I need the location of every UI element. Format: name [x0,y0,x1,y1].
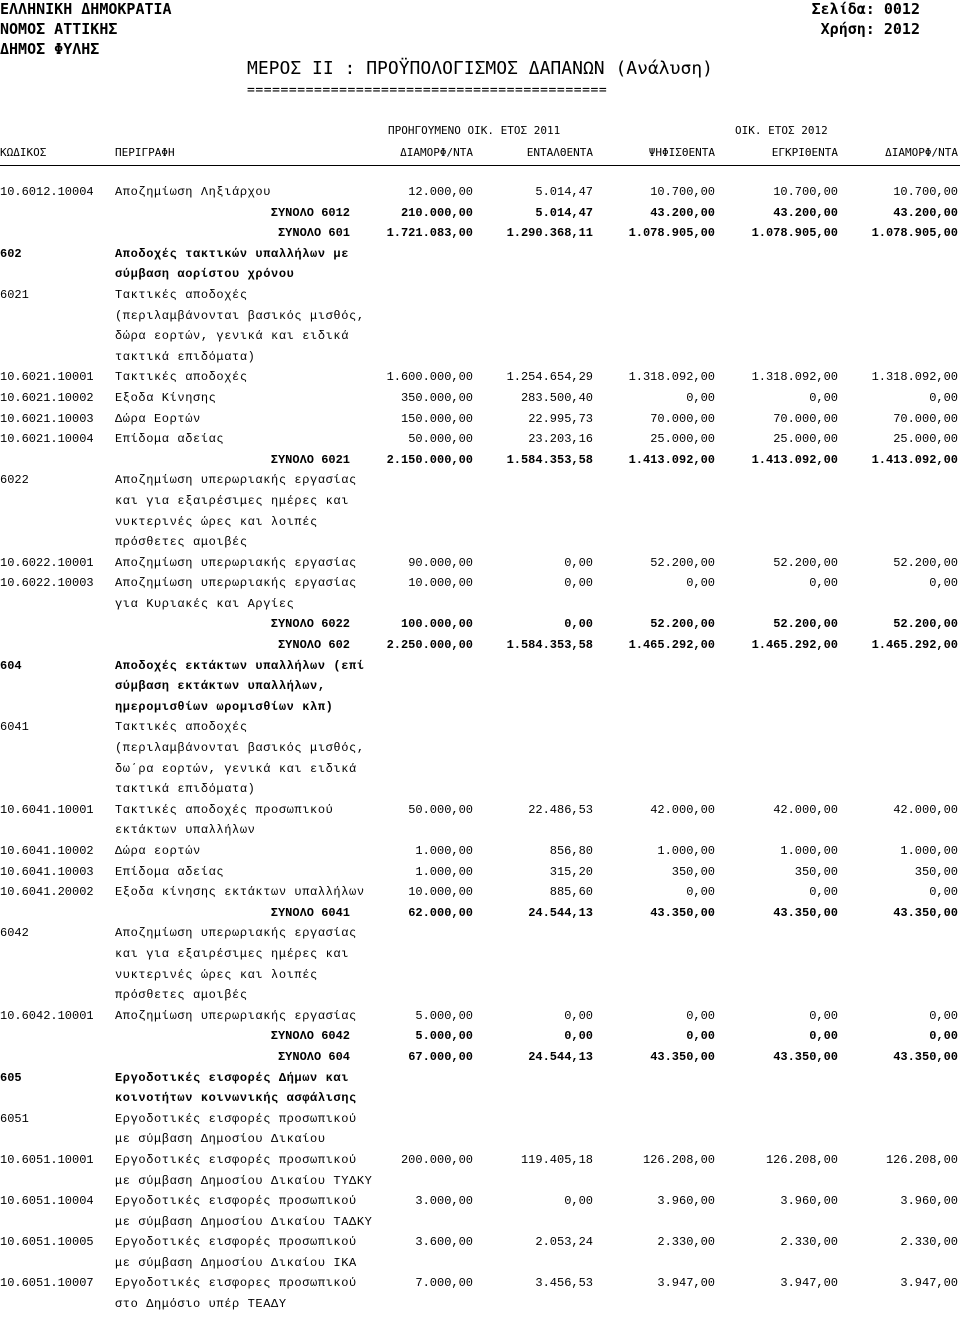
value-committed: 2.053,24 [535,1235,593,1250]
subtotal-row [0,1050,960,1071]
value-committed: 5.014,47 [535,205,593,220]
subtotal-row [0,453,960,474]
category-row [0,679,960,700]
category-row [0,350,960,371]
value-committed: 5.014,47 [535,185,593,199]
value-committed: 1.584.353,58 [506,638,593,653]
account-description: Εργοδοτικές εισφορές Δήμων και [115,1070,350,1085]
table-row [0,844,960,865]
value-committed: 1.254.654,29 [506,370,593,385]
value-approved: 43.200,00 [773,205,838,220]
account-description: νυκτερινές ώρες και λοιπές [115,514,318,529]
category-row [0,1091,960,1112]
value-amended-current: 350,00 [914,864,958,879]
account-description: δώρα εορτών, γενικά και ειδικά [115,329,350,344]
subtotal-row [0,906,960,927]
table-row [0,370,960,391]
account-description: Εργοδοτικές εισφορές προσωπικού [115,1111,357,1126]
header-divider [0,165,960,166]
value-amended-current: 42.000,00 [893,802,958,817]
value-committed: 0,00 [564,1194,593,1209]
subtotal-label: ΣΥΝΟΛΟ 6012 [270,205,350,220]
value-approved: 1.000,00 [780,844,838,858]
value-approved: 1.413.092,00 [751,452,838,467]
value-voted: 52.200,00 [650,617,715,632]
column-header-amended-previous: ΔΙΑΜΟΡΦ/ΝΤΑ [400,146,473,159]
header-org-line-1: ΕΛΛΗΝΙΚΗ ΔΗΜΟΚΡΑΤΙΑ [0,0,172,18]
value-approved: 52.200,00 [773,617,838,632]
value-amended-previous: 1.721.083,00 [386,226,473,241]
column-header-committed: ΕΝΤΑΛΘΕΝΤΑ [526,146,593,159]
value-amended-current: 1.465.292,00 [871,638,958,653]
value-approved: 3.947,00 [780,1276,838,1291]
category-row [0,1297,960,1318]
account-code: 10.6022.10001 [0,555,94,570]
account-description: και για εξαιρέσιμες ημέρες και [115,493,350,508]
value-amended-previous: 210.000,00 [400,205,473,220]
value-voted: 2.330,00 [657,1235,715,1250]
category-row [0,762,960,783]
account-code: 10.6042.10001 [0,1008,94,1023]
account-description: Εξοδα κίνησης εκτάκτων υπαλλήλων [115,885,365,900]
subtotal-label: ΣΥΝΟΛΟ 6021 [270,452,350,467]
account-code: 10.6022.10003 [0,576,94,591]
account-description: Δώρα Εορτών [115,411,201,426]
value-committed: 283.500,40 [520,390,593,405]
subtotal-row [0,638,960,659]
value-approved: 2.330,00 [780,1235,838,1250]
value-committed: 119.405,18 [520,1152,593,1167]
category-row [0,247,960,268]
account-code: 6041 [0,720,29,735]
value-voted: 0,00 [686,1029,715,1044]
value-voted: 42.000,00 [650,802,715,817]
subtotal-label: ΣΥΝΟΛΟ 6042 [270,1029,350,1044]
category-row [0,329,960,350]
value-amended-previous: 67.000,00 [408,1049,473,1064]
table-row [0,1235,960,1256]
value-voted: 350,00 [671,864,715,879]
table-row [0,1276,960,1297]
category-row [0,515,960,536]
category-row [0,494,960,515]
category-row [0,741,960,762]
column-header-description: ΠΕΡΙΓΡΑΦΗ [115,146,175,159]
value-amended-current: 25.000,00 [893,432,958,447]
category-row [0,1071,960,1092]
value-amended-previous: 3.600,00 [415,1235,473,1250]
account-description: Εργοδοτικές εισφορές προσωπικού [115,1235,357,1250]
value-approved: 43.350,00 [773,905,838,920]
account-description: με σύμβαση Δημοσίου Δικαίου [115,1132,326,1147]
value-committed: 1.584.353,58 [506,452,593,467]
value-committed: 0,00 [564,1029,593,1044]
value-voted: 3.947,00 [657,1276,715,1291]
account-code: 605 [0,1070,22,1085]
subtotal-label: ΣΥΝΟΛΟ 601 [277,226,350,241]
value-voted: 1.318.092,00 [628,370,715,385]
page-title: ΜΕΡΟΣ ΙΙ : ΠΡΟΫΠΟΛΟΓΙΣΜΟΣ ΔΑΠΑΝΩΝ (Ανάλυση) [247,58,713,79]
value-committed: 0,00 [564,576,593,591]
value-amended-current: 0,00 [929,576,958,591]
value-committed: 24.544,13 [528,905,593,920]
category-row [0,1112,960,1133]
account-description: Τακτικές αποδοχές [115,720,248,735]
value-amended-current: 70.000,00 [893,411,958,426]
account-description: Τακτικές αποδοχές [115,287,248,302]
value-approved: 126.208,00 [765,1152,838,1167]
value-voted: 126.208,00 [642,1152,715,1167]
account-code: 10.6051.10005 [0,1235,94,1250]
value-committed: 885,60 [549,885,593,900]
value-approved: 0,00 [809,390,838,405]
category-row [0,288,960,309]
value-committed: 0,00 [564,1008,593,1023]
value-amended-previous: 3.000,00 [415,1194,473,1209]
account-description: Αποδοχές εκτάκτων υπαλλήλων (επί [115,658,365,673]
account-description: ημερομισθίων ωρομισθίων κλπ) [115,699,334,714]
account-code: 604 [0,658,22,673]
category-row [0,947,960,968]
value-amended-previous: 62.000,00 [408,905,473,920]
value-approved: 52.200,00 [773,555,838,570]
subtotal-row [0,226,960,247]
subtotal-label: ΣΥΝΟΛΟ 6022 [270,617,350,632]
account-description: με σύμβαση Δημοσίου Δικαίου ΤΥΔΚΥ [115,1173,373,1188]
value-approved: 25.000,00 [773,432,838,447]
account-code: 10.6051.10004 [0,1194,94,1209]
column-group-current-year: ΟΙΚ. ΕΤΟΣ 2012 [735,124,828,137]
account-code: 6022 [0,473,29,488]
value-amended-previous: 5.000,00 [415,1029,473,1044]
value-amended-current: 52.200,00 [893,617,958,632]
table-row [0,1194,960,1215]
account-code: 10.6041.20002 [0,885,94,900]
value-approved: 0,00 [809,1008,838,1023]
account-description: και για εξαιρέσιμες ημέρες και [115,946,350,961]
value-committed: 23.203,16 [528,432,593,447]
account-description: Τακτικές αποδοχές [115,370,248,385]
account-description: Αποζημίωση υπερωριακής εργασίας [115,555,357,570]
value-committed: 22.995,73 [528,411,593,426]
value-approved: 70.000,00 [773,411,838,426]
account-code: 10.6041.10003 [0,864,94,879]
subtotal-label: ΣΥΝΟΛΟ 602 [277,638,350,653]
value-amended-previous: 1.600.000,00 [386,370,473,385]
account-description: Τακτικές αποδοχές προσωπικού [115,802,334,817]
category-row [0,720,960,741]
value-approved: 10.700,00 [773,185,838,199]
value-amended-current: 1.000,00 [900,844,958,858]
value-approved: 42.000,00 [773,802,838,817]
page-number: Σελίδα: 0012 [811,0,920,18]
account-code: 6042 [0,926,29,941]
column-group-previous-year: ΠΡΟΗΓΟΥΜΕΝΟ ΟΙΚ. ΕΤΟΣ 2011 [388,124,561,137]
account-code: 10.6051.10007 [0,1276,94,1291]
category-row [0,267,960,288]
value-approved: 1.465.292,00 [751,638,838,653]
account-description: νυκτερινές ώρες και λοιπές [115,967,318,982]
account-code: 10.6021.10001 [0,370,94,385]
value-amended-previous: 7.000,00 [415,1276,473,1291]
value-voted: 1.000,00 [657,844,715,858]
table-row [0,391,960,412]
value-amended-previous: 1.000,00 [415,864,473,879]
value-voted: 52.200,00 [650,555,715,570]
title-underline: =========================================== [247,83,608,98]
category-row [0,968,960,989]
account-description: Επίδομα αδείας [115,432,225,447]
account-description: Εργοδοτικές εισφορες προσωπικού [115,1276,357,1291]
account-code: 10.6021.10004 [0,432,94,447]
value-amended-previous: 100.000,00 [400,617,473,632]
value-committed: 22.486,53 [528,802,593,817]
account-description: εκτάκτων υπαλλήλων [115,823,256,838]
value-amended-current: 0,00 [929,885,958,900]
account-description: στο Δημόσιο υπέρ ΤΕΑΔΥ [115,1297,287,1312]
value-voted: 43.200,00 [650,205,715,220]
value-amended-previous: 2.250.000,00 [386,638,473,653]
value-amended-current: 1.318.092,00 [871,370,958,385]
category-row [0,1256,960,1277]
value-amended-current: 2.330,00 [900,1235,958,1250]
value-amended-previous: 1.000,00 [415,844,473,858]
value-amended-previous: 12.000,00 [408,185,473,199]
subtotal-row [0,617,960,638]
table-row [0,803,960,824]
value-amended-current: 1.413.092,00 [871,452,958,467]
value-committed: 0,00 [564,617,593,632]
account-code: 6051 [0,1111,29,1126]
value-amended-current: 0,00 [929,1008,958,1023]
account-code: 6021 [0,287,29,302]
table-row [0,865,960,886]
value-amended-current: 43.200,00 [893,205,958,220]
account-description: Αποζημίωση υπερωριακής εργασίας [115,926,357,941]
category-row [0,1132,960,1153]
column-header-voted: ΨΗΦΙΣΘΕΝΤΑ [648,146,715,159]
account-description: Αποδοχές τακτικών υπαλλήλων με [115,246,350,261]
account-code: 10.6021.10003 [0,411,94,426]
account-code: 10.6012.10004 [0,185,94,199]
value-amended-current: 3.947,00 [900,1276,958,1291]
fiscal-year: Χρήση: 2012 [820,20,920,38]
value-amended-previous: 2.150.000,00 [386,452,473,467]
account-description: τακτικά επιδόματα) [115,349,256,364]
account-description: Εργοδοτικές εισφορές προσωπικού [115,1194,357,1209]
value-amended-previous: 5.000,00 [415,1008,473,1023]
value-approved: 0,00 [809,885,838,900]
account-description: Αποζημίωση υπερωριακής εργασίας [115,473,357,488]
value-voted: 43.350,00 [650,905,715,920]
account-description: κοινοτήτων κοινωνικής ασφάλισης [115,1091,357,1106]
value-voted: 0,00 [686,885,715,900]
value-approved: 0,00 [809,576,838,591]
column-header-approved: ΕΓΚΡΙΘΕΝΤΑ [771,146,838,159]
account-description: με σύμβαση Δημοσίου Δικαίου ΙΚΑ [115,1255,357,1270]
category-row [0,988,960,1009]
value-approved: 0,00 [809,1029,838,1044]
value-amended-current: 43.350,00 [893,905,958,920]
table-row [0,412,960,433]
value-voted: 43.350,00 [650,1049,715,1064]
value-amended-current: 43.350,00 [893,1049,958,1064]
category-row [0,1174,960,1195]
value-amended-current: 0,00 [929,390,958,405]
value-approved: 1.078.905,00 [751,226,838,241]
category-row [0,597,960,618]
value-voted: 0,00 [686,1008,715,1023]
subtotal-label: ΣΥΝΟΛΟ 6041 [270,905,350,920]
value-voted: 25.000,00 [650,432,715,447]
value-amended-current: 10.700,00 [893,185,958,199]
header-org-line-2: ΝΟΜΟΣ ΑΤΤΙΚΗΣ [0,20,118,38]
value-amended-current: 1.078.905,00 [871,226,958,241]
account-code: 10.6021.10002 [0,390,94,405]
value-voted: 1.078.905,00 [628,226,715,241]
account-description: Εξοδα Κίνησης [115,390,217,405]
account-description: σύμβαση αορίστου χρόνου [115,267,295,282]
table-row [0,185,960,206]
value-amended-previous: 50.000,00 [408,432,473,447]
table-row [0,1009,960,1030]
account-description: δω΄ρα εορτών, γενικά και ειδικά [115,761,357,776]
value-committed: 1.290.368,11 [506,226,593,241]
value-voted: 70.000,00 [650,411,715,426]
account-code: 602 [0,246,22,261]
category-row [0,309,960,330]
account-description: (περιλαμβάνονται βασικός μισθός, [115,308,365,323]
value-approved: 3.960,00 [780,1194,838,1209]
table-row [0,576,960,597]
table-row [0,1153,960,1174]
account-description: Δώρα εορτών [115,844,201,858]
value-approved: 43.350,00 [773,1049,838,1064]
subtotal-row [0,206,960,227]
value-amended-previous: 10.000,00 [408,576,473,591]
value-amended-previous: 200.000,00 [400,1152,473,1167]
account-description: Αποζημίωση υπερωριακής εργασίας [115,576,357,591]
value-amended-current: 0,00 [929,1029,958,1044]
value-committed: 856,80 [549,844,593,858]
value-committed: 0,00 [564,555,593,570]
account-code: 10.6041.10002 [0,844,94,858]
account-description: Εργοδοτικές εισφορές προσωπικού [115,1152,357,1167]
value-amended-current: 126.208,00 [885,1152,958,1167]
account-description: με σύμβαση Δημοσίου Δικαίου ΤΑΔΚΥ [115,1214,373,1229]
value-approved: 1.318.092,00 [751,370,838,385]
table-row [0,556,960,577]
category-row [0,926,960,947]
account-description: σύμβαση εκτάκτων υπαλλήλων, [115,679,326,694]
value-amended-previous: 90.000,00 [408,555,473,570]
account-description: πρόσθετες αμοιβές [115,988,248,1003]
value-voted: 1.413.092,00 [628,452,715,467]
account-description: (περιλαμβάνονται βασικός μισθός, [115,741,365,756]
value-voted: 0,00 [686,576,715,591]
header-org-line-3: ΔΗΜΟΣ ΦΥΛΗΣ [0,40,100,58]
account-description: τακτικά επιδόματα) [115,782,256,797]
budget-table [0,185,960,1318]
table-row [0,885,960,906]
value-voted: 10.700,00 [650,185,715,199]
account-code: 10.6051.10001 [0,1152,94,1167]
value-voted: 1.465.292,00 [628,638,715,653]
value-amended-previous: 150.000,00 [400,411,473,426]
column-header-code: ΚΩΔΙΚΟΣ [0,146,47,159]
account-description: Αποζημίωση Ληξιάρχου [115,185,272,199]
subtotal-label: ΣΥΝΟΛΟ 604 [277,1049,350,1064]
category-row [0,659,960,680]
value-amended-previous: 50.000,00 [408,802,473,817]
subtotal-row [0,1029,960,1050]
value-amended-previous: 10.000,00 [408,885,473,900]
value-committed: 3.456,53 [535,1276,593,1291]
value-amended-current: 52.200,00 [893,555,958,570]
value-approved: 350,00 [794,864,838,879]
category-row [0,1215,960,1236]
table-row [0,432,960,453]
category-row [0,823,960,844]
account-code: 10.6041.10001 [0,802,94,817]
category-row [0,782,960,803]
value-committed: 315,20 [549,864,593,879]
account-description: Επίδομα αδείας [115,864,225,879]
category-row [0,535,960,556]
account-description: για Κυριακές και Αργίες [115,596,295,611]
account-description: Αποζημίωση υπερωριακής εργασίας [115,1008,357,1023]
account-description: πρόσθετες αμοιβές [115,535,248,550]
value-committed: 24.544,13 [528,1049,593,1064]
category-row [0,473,960,494]
category-row [0,700,960,721]
column-header-amended-current: ΔΙΑΜΟΡΦ/ΝΤΑ [885,146,958,159]
value-voted: 0,00 [686,390,715,405]
value-voted: 3.960,00 [657,1194,715,1209]
value-amended-current: 3.960,00 [900,1194,958,1209]
value-amended-previous: 350.000,00 [400,390,473,405]
